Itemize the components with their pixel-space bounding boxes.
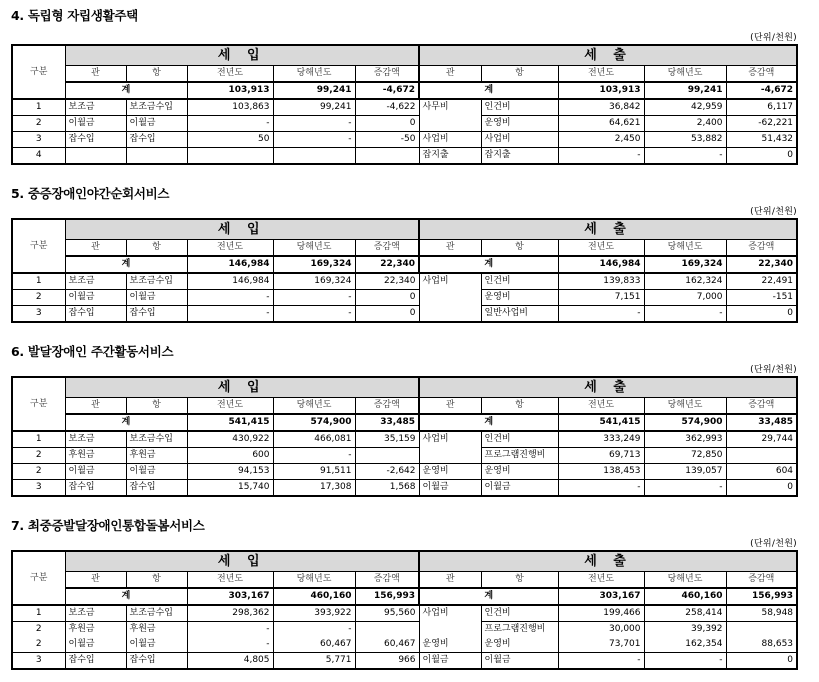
income-change [355,148,419,165]
table-row [12,306,797,323]
income-total-curr: 169,324 [273,256,355,273]
budget-table [11,550,798,670]
col-change: 증감액 [726,66,797,83]
income-hang: 후원금 [126,622,187,638]
section-title: 4. 독립형 자립생활주택 [11,8,138,23]
expense-total-prev: 541,415 [558,414,644,431]
section-6 [0,342,819,502]
col-hang: 항 [126,240,187,257]
expense-total-change: 33,485 [726,414,797,431]
col-curr-year: 당해년도 [273,572,355,589]
income-total-prev: 146,984 [187,256,273,273]
expense-prev: 199,466 [558,605,644,622]
income-band-header: 세 입 [65,219,419,240]
col-prev-year: 전년도 [558,66,644,83]
income-curr [273,148,355,165]
expense-hang: 인건비 [481,605,558,622]
col-curr-year: 당해년도 [273,398,355,415]
expense-band-header: 세 출 [419,551,797,572]
expense-gwan [419,116,481,132]
income-curr: - [273,116,355,132]
income-hang: 보조금수입 [126,605,187,622]
income-change: 22,340 [355,273,419,290]
income-prev: - [187,622,273,638]
income-gwan: 잡수입 [65,480,126,497]
expense-curr: 39,392 [644,622,726,638]
expense-curr: 162,324 [644,273,726,290]
expense-prev: 30,000 [558,622,644,638]
income-total-prev: 541,415 [187,414,273,431]
col-hang: 항 [481,240,558,257]
row-no: 3 [12,306,65,323]
expense-total-prev: 303,167 [558,588,644,605]
col-gwan: 관 [65,240,126,257]
gubun-header: 구분 [12,551,65,605]
row-no: 2 [12,622,65,638]
section-5 [0,184,819,329]
expense-prev: 7,151 [558,290,644,306]
expense-hang: 운영비 [481,637,558,653]
income-total-change: 33,485 [355,414,419,431]
expense-prev: 333,249 [558,431,644,448]
col-prev-year: 전년도 [187,398,273,415]
income-gwan: 이월금 [65,290,126,306]
income-total-change: 22,340 [355,256,419,273]
col-prev-year: 전년도 [187,66,273,83]
col-hang: 항 [126,66,187,83]
expense-total-prev: 103,913 [558,82,644,99]
expense-total-change: -4,672 [726,82,797,99]
expense-change: -62,221 [726,116,797,132]
table-row [12,480,797,497]
expense-curr: 72,850 [644,448,726,464]
expense-hang: 프로그램진행비 [481,448,558,464]
income-hang: 보조금수입 [126,99,187,116]
col-curr-year: 당해년도 [273,240,355,257]
income-change: -4,622 [355,99,419,116]
expense-total-change: 22,340 [726,256,797,273]
income-prev: 15,740 [187,480,273,497]
unit-label: (단위/천원) [750,365,797,375]
income-hang: 잡수입 [126,653,187,670]
income-total-curr: 574,900 [273,414,355,431]
income-band-header: 세 입 [65,45,419,66]
expense-prev: 64,621 [558,116,644,132]
table-row [12,116,797,132]
expense-change [726,622,797,638]
expense-prev: 69,713 [558,448,644,464]
expense-curr: - [644,148,726,165]
income-curr: - [273,448,355,464]
row-no: 3 [12,653,65,670]
col-prev-year: 전년도 [187,240,273,257]
income-change: 0 [355,116,419,132]
expense-gwan: 이월금 [419,653,481,670]
col-curr-year: 당해년도 [644,240,726,257]
total-label: 계 [65,414,187,431]
expense-gwan: 잡지출 [419,148,481,165]
expense-prev: 139,833 [558,273,644,290]
col-gwan: 관 [419,66,481,83]
col-hang: 항 [126,572,187,589]
income-hang: 잡수입 [126,306,187,323]
total-label: 계 [419,256,558,273]
col-change: 증감액 [355,240,419,257]
income-curr: 60,467 [273,637,355,653]
budget-table [11,376,798,497]
income-prev: - [187,306,273,323]
income-hang: 보조금수입 [126,431,187,448]
col-curr-year: 당해년도 [644,66,726,83]
income-hang: 잡수입 [126,480,187,497]
col-hang: 항 [481,572,558,589]
col-prev-year: 전년도 [558,572,644,589]
income-prev: 298,362 [187,605,273,622]
section-title: 5. 중증장애인야간순회서비스 [11,186,170,201]
income-change: 1,568 [355,480,419,497]
section-title: 6. 발달장애인 주간활동서비스 [11,344,174,359]
col-change: 증감액 [726,240,797,257]
total-row [12,256,797,273]
col-change: 증감액 [726,398,797,415]
income-hang: 이월금 [126,637,187,653]
income-hang: 후원금 [126,448,187,464]
expense-curr: - [644,306,726,323]
unit-label: (단위/천원) [750,539,797,549]
expense-gwan: 사무비 [419,99,481,116]
expense-change: 0 [726,306,797,323]
col-gwan: 관 [419,398,481,415]
income-gwan: 이월금 [65,464,126,480]
expense-hang: 인건비 [481,273,558,290]
expense-curr: - [644,653,726,670]
expense-hang: 프로그램진행비 [481,622,558,638]
expense-total-curr: 99,241 [644,82,726,99]
expense-curr: 362,993 [644,431,726,448]
expense-curr: 53,882 [644,132,726,148]
income-gwan: 잡수입 [65,306,126,323]
table-row [12,99,797,116]
row-no: 1 [12,605,65,622]
income-gwan: 보조금 [65,273,126,290]
table-row [12,290,797,306]
income-change [355,622,419,638]
col-curr-year: 당해년도 [644,572,726,589]
income-prev: 103,863 [187,99,273,116]
table-row [12,273,797,290]
budget-table [11,218,798,323]
col-change: 증감액 [726,572,797,589]
income-hang: 잡수입 [126,132,187,148]
income-gwan: 이월금 [65,116,126,132]
expense-gwan: 이월금 [419,480,481,497]
expense-band-header: 세 출 [419,377,797,398]
table-row [12,132,797,148]
income-change: 0 [355,290,419,306]
expense-curr: 7,000 [644,290,726,306]
table-row [12,464,797,480]
income-gwan: 이월금 [65,637,126,653]
income-change: -2,642 [355,464,419,480]
table-row [12,605,797,622]
section-4 [0,6,819,171]
expense-gwan [419,448,481,464]
table-row [12,431,797,448]
total-label: 계 [65,588,187,605]
income-gwan: 잡수입 [65,653,126,670]
expense-curr: 2,400 [644,116,726,132]
table-row [12,148,797,165]
expense-hang: 운영비 [481,116,558,132]
income-prev: - [187,116,273,132]
expense-hang: 잡지출 [481,148,558,165]
total-label: 계 [419,414,558,431]
expense-change: 604 [726,464,797,480]
expense-gwan: 사업비 [419,431,481,448]
col-prev-year: 전년도 [558,398,644,415]
expense-change: 0 [726,480,797,497]
total-row [12,82,797,99]
row-no: 2 [12,637,65,653]
expense-change: 58,948 [726,605,797,622]
col-change: 증감액 [355,398,419,415]
expense-change: 0 [726,148,797,165]
total-label: 계 [419,588,558,605]
expense-gwan: 사업비 [419,273,481,290]
expense-hang: 이월금 [481,653,558,670]
expense-curr: 258,414 [644,605,726,622]
expense-gwan [419,306,481,323]
income-change: 95,560 [355,605,419,622]
col-curr-year: 당해년도 [273,66,355,83]
expense-gwan: 운영비 [419,637,481,653]
expense-total-change: 156,993 [726,588,797,605]
income-curr: 17,308 [273,480,355,497]
col-gwan: 관 [419,572,481,589]
row-no: 2 [12,464,65,480]
income-total-curr: 460,160 [273,588,355,605]
table-row [12,637,797,653]
income-curr: 99,241 [273,99,355,116]
income-change: 35,159 [355,431,419,448]
expense-gwan [419,622,481,638]
income-gwan: 보조금 [65,431,126,448]
row-no: 1 [12,99,65,116]
expense-change: 0 [726,653,797,670]
income-prev: 146,984 [187,273,273,290]
expense-curr: - [644,480,726,497]
income-total-curr: 99,241 [273,82,355,99]
unit-label: (단위/천원) [750,207,797,217]
col-gwan: 관 [65,398,126,415]
income-gwan [65,148,126,165]
expense-change: 22,491 [726,273,797,290]
expense-change: 29,744 [726,431,797,448]
expense-change: -151 [726,290,797,306]
total-row [12,414,797,431]
expense-hang: 일반사업비 [481,306,558,323]
income-curr: - [273,622,355,638]
col-hang: 항 [481,66,558,83]
expense-hang: 운영비 [481,464,558,480]
expense-change: 6,117 [726,99,797,116]
income-curr: 91,511 [273,464,355,480]
income-change: 966 [355,653,419,670]
expense-hang: 사업비 [481,132,558,148]
total-label: 계 [65,82,187,99]
income-curr: 169,324 [273,273,355,290]
section-title: 7. 최중증발달장애인통합돌봄서비스 [11,518,205,533]
expense-prev: 36,842 [558,99,644,116]
col-change: 증감액 [355,572,419,589]
income-change [355,448,419,464]
expense-change [726,448,797,464]
expense-total-curr: 574,900 [644,414,726,431]
expense-change: 88,653 [726,637,797,653]
income-total-prev: 103,913 [187,82,273,99]
gubun-header: 구분 [12,219,65,273]
expense-hang: 인건비 [481,431,558,448]
income-total-prev: 303,167 [187,588,273,605]
col-hang: 항 [481,398,558,415]
col-gwan: 관 [65,66,126,83]
row-no: 3 [12,480,65,497]
col-gwan: 관 [419,240,481,257]
expense-prev: 138,453 [558,464,644,480]
row-no: 1 [12,431,65,448]
row-no: 1 [12,273,65,290]
expense-prev: 73,701 [558,637,644,653]
table-row [12,448,797,464]
expense-band-header: 세 출 [419,219,797,240]
income-curr: - [273,306,355,323]
expense-gwan [419,290,481,306]
income-curr: 393,922 [273,605,355,622]
expense-change: 51,432 [726,132,797,148]
income-total-change: 156,993 [355,588,419,605]
income-curr: - [273,290,355,306]
expense-hang: 인건비 [481,99,558,116]
row-no: 2 [12,116,65,132]
expense-gwan: 운영비 [419,464,481,480]
income-hang: 이월금 [126,290,187,306]
col-prev-year: 전년도 [558,240,644,257]
income-hang [126,148,187,165]
income-band-header: 세 입 [65,377,419,398]
expense-prev: - [558,306,644,323]
income-hang: 이월금 [126,116,187,132]
income-prev [187,148,273,165]
income-curr: 5,771 [273,653,355,670]
income-change: 60,467 [355,637,419,653]
expense-hang: 운영비 [481,290,558,306]
table-row [12,653,797,670]
total-label: 계 [419,82,558,99]
income-prev: 94,153 [187,464,273,480]
col-change: 증감액 [355,66,419,83]
total-row [12,588,797,605]
row-no: 3 [12,132,65,148]
table-row [12,622,797,638]
income-total-change: -4,672 [355,82,419,99]
expense-prev: - [558,480,644,497]
income-prev: - [187,290,273,306]
row-no: 2 [12,448,65,464]
expense-curr: 162,354 [644,637,726,653]
income-gwan: 보조금 [65,99,126,116]
income-prev: - [187,637,273,653]
income-gwan: 보조금 [65,605,126,622]
expense-gwan: 사업비 [419,605,481,622]
income-hang: 보조금수입 [126,273,187,290]
col-curr-year: 당해년도 [644,398,726,415]
income-change: -50 [355,132,419,148]
gubun-header: 구분 [12,377,65,431]
expense-total-curr: 169,324 [644,256,726,273]
row-no: 2 [12,290,65,306]
income-prev: 600 [187,448,273,464]
income-change: 0 [355,306,419,323]
income-band-header: 세 입 [65,551,419,572]
unit-label: (단위/천원) [750,33,797,43]
col-gwan: 관 [65,572,126,589]
income-gwan: 후원금 [65,622,126,638]
income-hang: 이월금 [126,464,187,480]
expense-prev: 2,450 [558,132,644,148]
total-label: 계 [65,256,187,273]
expense-total-curr: 460,160 [644,588,726,605]
col-hang: 항 [126,398,187,415]
row-no: 4 [12,148,65,165]
income-prev: 4,805 [187,653,273,670]
income-curr: 466,081 [273,431,355,448]
budget-table [11,44,798,165]
expense-total-prev: 146,984 [558,256,644,273]
expense-curr: 139,057 [644,464,726,480]
income-curr: - [273,132,355,148]
expense-prev: - [558,653,644,670]
gubun-header: 구분 [12,45,65,99]
expense-hang: 이월금 [481,480,558,497]
income-gwan: 후원금 [65,448,126,464]
expense-band-header: 세 출 [419,45,797,66]
income-prev: 430,922 [187,431,273,448]
expense-gwan: 사업비 [419,132,481,148]
income-gwan: 잡수입 [65,132,126,148]
expense-curr: 42,959 [644,99,726,116]
expense-prev: - [558,148,644,165]
income-prev: 50 [187,132,273,148]
section-7 [0,516,819,682]
col-prev-year: 전년도 [187,572,273,589]
